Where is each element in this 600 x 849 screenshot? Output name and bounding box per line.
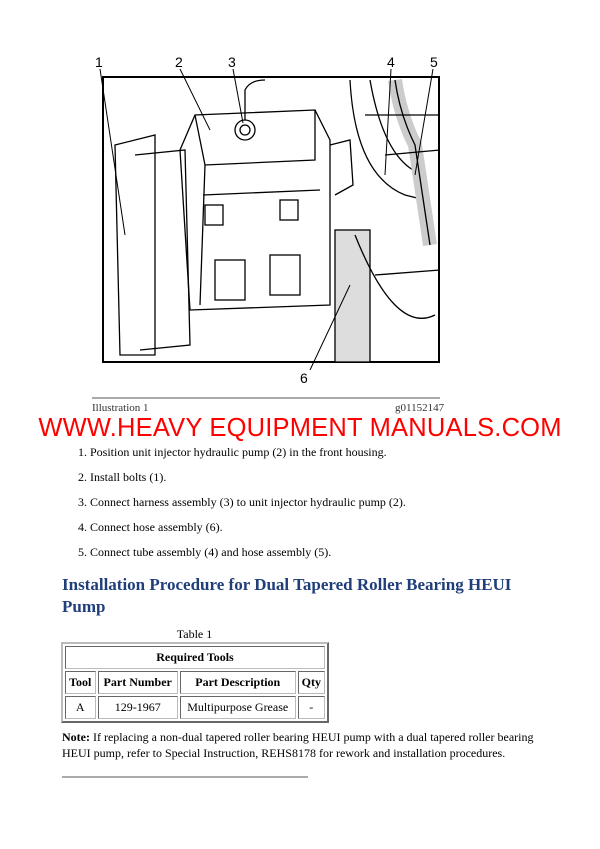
col-header: Qty <box>298 671 325 694</box>
divider <box>62 776 308 778</box>
watermark: WWW.HEAVY EQUIPMENT MANUALS.COM <box>38 414 562 442</box>
step: 1. Position unit injector hydraulic pump (2) in the front housing. <box>90 445 406 470</box>
note-text: If replacing a non-dual tapered roller bearing HEUI pump with a dual tapered roller bearing HEUI pump, refer to Special Instruction, REHS8178 for rework and installation procedures. <box>62 730 534 760</box>
cell: A <box>65 696 96 719</box>
step: 2. Install bolts (1). <box>90 470 406 495</box>
callout-2: 2 <box>175 55 183 70</box>
step: 4. Connect hose assembly (6). <box>90 520 406 545</box>
step-list <box>62 445 406 570</box>
divider <box>92 397 440 399</box>
note-label: Note: <box>62 730 90 744</box>
required-tools-table <box>61 642 329 723</box>
pump-illustration <box>95 55 445 385</box>
illustration-caption: Illustration 1 <box>92 402 149 414</box>
table-row <box>65 696 325 719</box>
section-heading: Installation Procedure for Dual Tapered Roller Bearing HEUI Pump <box>62 575 512 616</box>
callout-1: 1 <box>95 55 103 70</box>
note <box>62 729 542 761</box>
cell: Multipurpose Grease <box>180 696 296 719</box>
cell: - <box>298 696 325 719</box>
callout-5: 5 <box>430 55 438 70</box>
col-header: Part Description <box>180 671 296 694</box>
cell: 129-1967 <box>98 696 178 719</box>
callout-6: 6 <box>300 370 308 385</box>
col-header: Part Number <box>98 671 178 694</box>
step: 3. Connect harness assembly (3) to unit injector hydraulic pump (2). <box>90 495 406 520</box>
illustration-code: g01152147 <box>395 402 445 414</box>
step: 5. Connect tube assembly (4) and hose assembly (5). <box>90 545 406 570</box>
table-caption: Table 1 <box>176 627 213 641</box>
callout-4: 4 <box>387 55 395 70</box>
col-header: Tool <box>65 671 96 694</box>
table-title: Required Tools <box>65 646 325 669</box>
callout-3: 3 <box>228 55 236 70</box>
